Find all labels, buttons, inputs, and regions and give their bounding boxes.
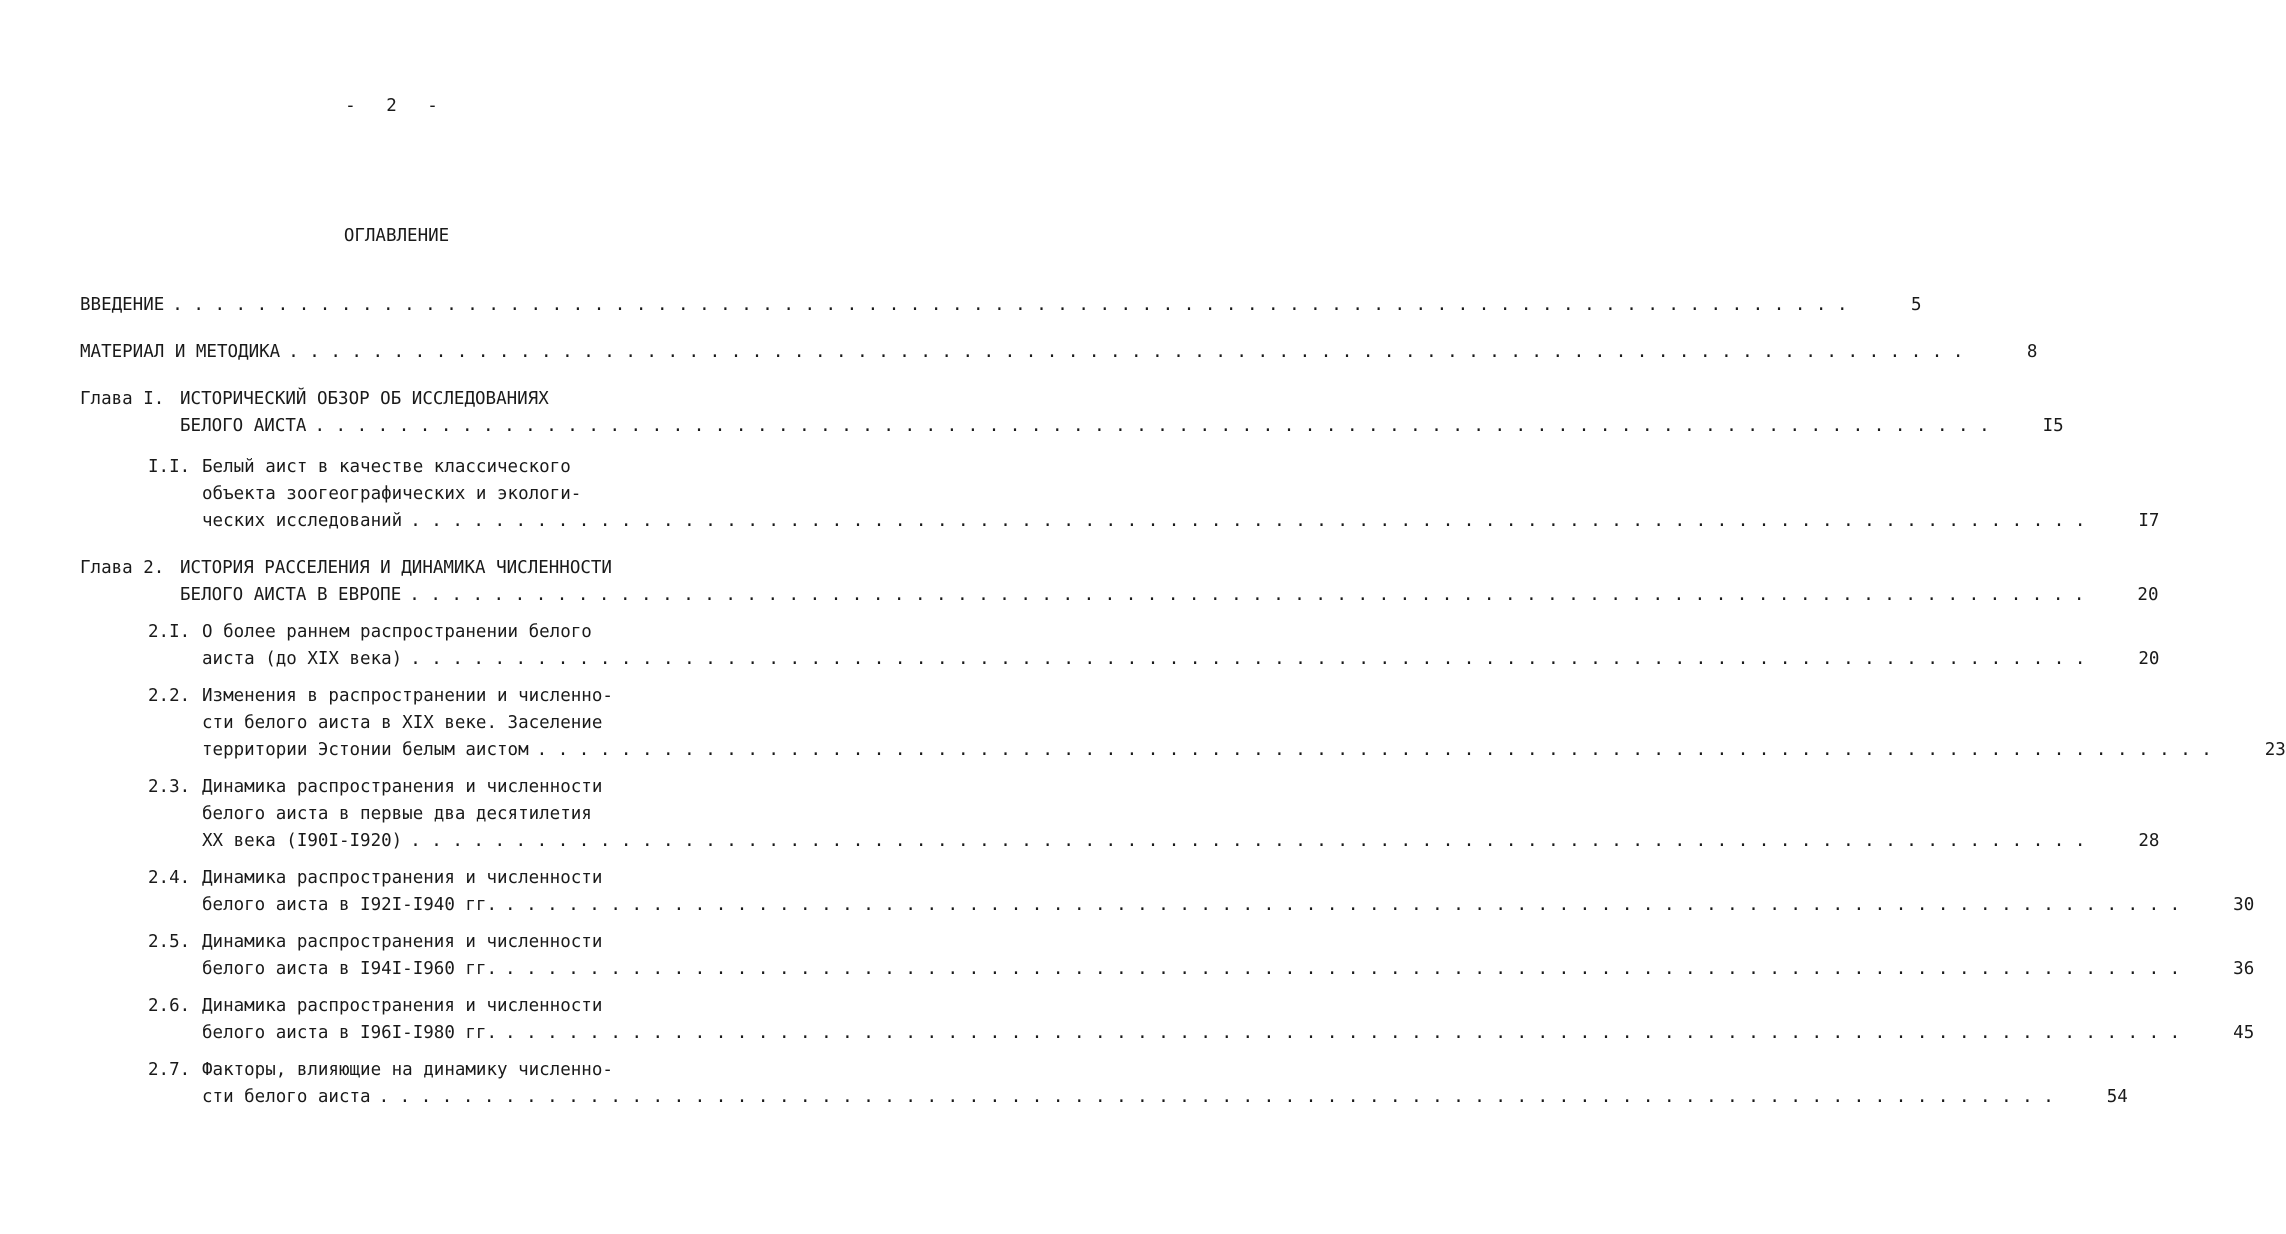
toc-entry: [80, 454, 2160, 535]
toc-entry-number: 2.3.: [148, 777, 191, 797]
toc-entry-text: сти белого аиста: [202, 1087, 371, 1107]
toc-entry: [80, 774, 2160, 855]
toc-entry-text: ИСТОРИЧЕСКИЙ ОБЗОР ОБ ИССЛЕДОВАНИЯХ: [180, 389, 549, 409]
toc-entry-page: 30: [2233, 895, 2255, 915]
toc-entry-text: сти белого аиста в XIX веке. Заселение: [202, 713, 603, 733]
toc-entry-text: Факторы, влияющие на динамику численно-: [202, 1060, 613, 1080]
toc-entry-text: Динамика распространения и численности: [202, 777, 603, 797]
toc-entry-text: МАТЕРИАЛ И МЕТОДИКА: [80, 342, 281, 362]
toc-entry-number: 2.6.: [148, 996, 191, 1016]
toc-entry: [80, 1057, 2128, 1111]
dot-leader: . . . . . . . . . . . . . . . . . . . . . . . . . . . . . . . . . . . . . . . . . . . . . . . . . . . . . . . . . . . . . . . . . . . . . . . . . . . . . . . .: [410, 649, 2086, 669]
toc-entry-text: белого аиста в I94I-I960 гг.: [202, 959, 498, 979]
toc-entry-text: БЕЛОГО АИСТА: [180, 416, 307, 436]
dot-leader: . . . . . . . . . . . . . . . . . . . . . . . . . . . . . . . . . . . . . . . . . . . . . . . . . . . . . . . . . . . . . . . . . . . . . . . . . . . . . . . .: [378, 1087, 2054, 1107]
toc-entry-text: ИСТОРИЯ РАССЕЛЕНИЯ И ДИНАМИКА ЧИСЛЕННОСТИ: [180, 558, 612, 578]
toc-entry-text: аиста (до XIX века): [202, 649, 403, 669]
toc-entry-text: объекта зоогеографических и экологи-: [202, 484, 582, 504]
toc-entry-text: XX века (I90I-I920): [202, 831, 403, 851]
dot-leader: . . . . . . . . . . . . . . . . . . . . . . . . . . . . . . . . . . . . . . . . . . . . . . . . . . . . . . . . . . . . . . . . . . . . . . . . . . . . . . . .: [172, 295, 1848, 315]
toc-entry-text: Динамика распространения и численности: [202, 932, 603, 952]
toc-entry-text: Динамика распространения и численности: [202, 868, 603, 888]
toc-entry-text: белого аиста в I92I-I940 гг.: [202, 895, 498, 915]
toc-entry-page: 8: [2026, 342, 2038, 362]
toc-entry-number: I.I.: [148, 457, 191, 477]
toc-entry-text: БЕЛОГО АИСТА В ЕВРОПЕ: [180, 585, 402, 605]
toc-entry-page: 36: [2233, 959, 2255, 979]
toc-entry-page: I5: [2042, 416, 2064, 436]
toc-entry-page: 28: [2138, 831, 2160, 851]
dot-leader: . . . . . . . . . . . . . . . . . . . . . . . . . . . . . . . . . . . . . . . . . . . . . . . . . . . . . . . . . . . . . . . . . . . . . . . . . . . . . . . .: [505, 959, 2181, 979]
toc-entry-number: 2.4.: [148, 868, 191, 888]
toc-entry-number: 2.5.: [148, 932, 191, 952]
toc-entry: [80, 292, 1922, 319]
toc-entry-text: О более раннем распространении белого: [202, 622, 592, 642]
toc-entry: [80, 683, 2286, 764]
toc-entry-text: территории Эстонии белым аистом: [202, 740, 529, 760]
toc-entry-page: 5: [1910, 295, 1922, 315]
page-number: - 2 -: [345, 96, 448, 116]
toc-entry: [80, 929, 2255, 983]
dot-leader: . . . . . . . . . . . . . . . . . . . . . . . . . . . . . . . . . . . . . . . . . . . . . . . . . . . . . . . . . . . . . . . . . . . . . . . . . . . . . . . .: [505, 1023, 2181, 1043]
dot-leader: . . . . . . . . . . . . . . . . . . . . . . . . . . . . . . . . . . . . . . . . . . . . . . . . . . . . . . . . . . . . . . . . . . . . . . . . . . . . . . . .: [505, 895, 2181, 915]
dot-leader: . . . . . . . . . . . . . . . . . . . . . . . . . . . . . . . . . . . . . . . . . . . . . . . . . . . . . . . . . . . . . . . . . . . . . . . . . . . . . . . .: [288, 342, 1964, 362]
toc-entry: [80, 865, 2255, 919]
toc-entry-number: Глава 2.: [80, 558, 165, 578]
toc-entry-text: Изменения в распространении и численно-: [202, 686, 613, 706]
toc-entry-text: ВВЕДЕНИЕ: [80, 295, 165, 315]
toc-entry: [80, 339, 2038, 366]
dot-leader: . . . . . . . . . . . . . . . . . . . . . . . . . . . . . . . . . . . . . . . . . . . . . . . . . . . . . . . . . . . . . . . . . . . . . . . . . . . . . . . .: [409, 585, 2085, 605]
toc-entry-text: Белый аист в качестве классического: [202, 457, 571, 477]
dot-leader: . . . . . . . . . . . . . . . . . . . . . . . . . . . . . . . . . . . . . . . . . . . . . . . . . . . . . . . . . . . . . . . . . . . . . . . . . . . . . . . .: [410, 831, 2086, 851]
toc-entry-text: Динамика распространения и численности: [202, 996, 603, 1016]
toc-entry-text: белого аиста в первые два десятилетия: [202, 804, 592, 824]
dot-leader: . . . . . . . . . . . . . . . . . . . . . . . . . . . . . . . . . . . . . . . . . . . . . . . . . . . . . . . . . . . . . . . . . . . . . . . . . . . . . . . .: [536, 740, 2212, 760]
table-of-contents: [80, 292, 2286, 1111]
toc-entry-number: 2.7.: [148, 1060, 191, 1080]
toc-entry: [80, 555, 2159, 609]
toc-entry-number: 2.I.: [148, 622, 191, 642]
toc-entry-page: I7: [2138, 511, 2160, 531]
toc-entry-text: ческих исследований: [202, 511, 403, 531]
toc-entry: [80, 386, 2064, 440]
toc-entry: [80, 619, 2160, 673]
toc-entry: [80, 993, 2255, 1047]
toc-entry-page: 20: [2137, 585, 2159, 605]
toc-entry-page: 45: [2233, 1023, 2255, 1043]
toc-entry-page: 20: [2138, 649, 2160, 669]
toc-title: ОГЛАВЛЕНИЕ: [343, 226, 450, 246]
toc-entry-number: 2.2.: [148, 686, 191, 706]
dot-leader: . . . . . . . . . . . . . . . . . . . . . . . . . . . . . . . . . . . . . . . . . . . . . . . . . . . . . . . . . . . . . . . . . . . . . . . . . . . . . . . .: [314, 416, 1990, 436]
toc-entry-page: 23: [2264, 740, 2286, 760]
toc-entry-number: Глава I.: [80, 389, 165, 409]
dot-leader: . . . . . . . . . . . . . . . . . . . . . . . . . . . . . . . . . . . . . . . . . . . . . . . . . . . . . . . . . . . . . . . . . . . . . . . . . . . . . . . .: [410, 511, 2086, 531]
toc-entry-page: 54: [2106, 1087, 2128, 1107]
toc-entry-text: белого аиста в I96I-I980 гг.: [202, 1023, 498, 1043]
